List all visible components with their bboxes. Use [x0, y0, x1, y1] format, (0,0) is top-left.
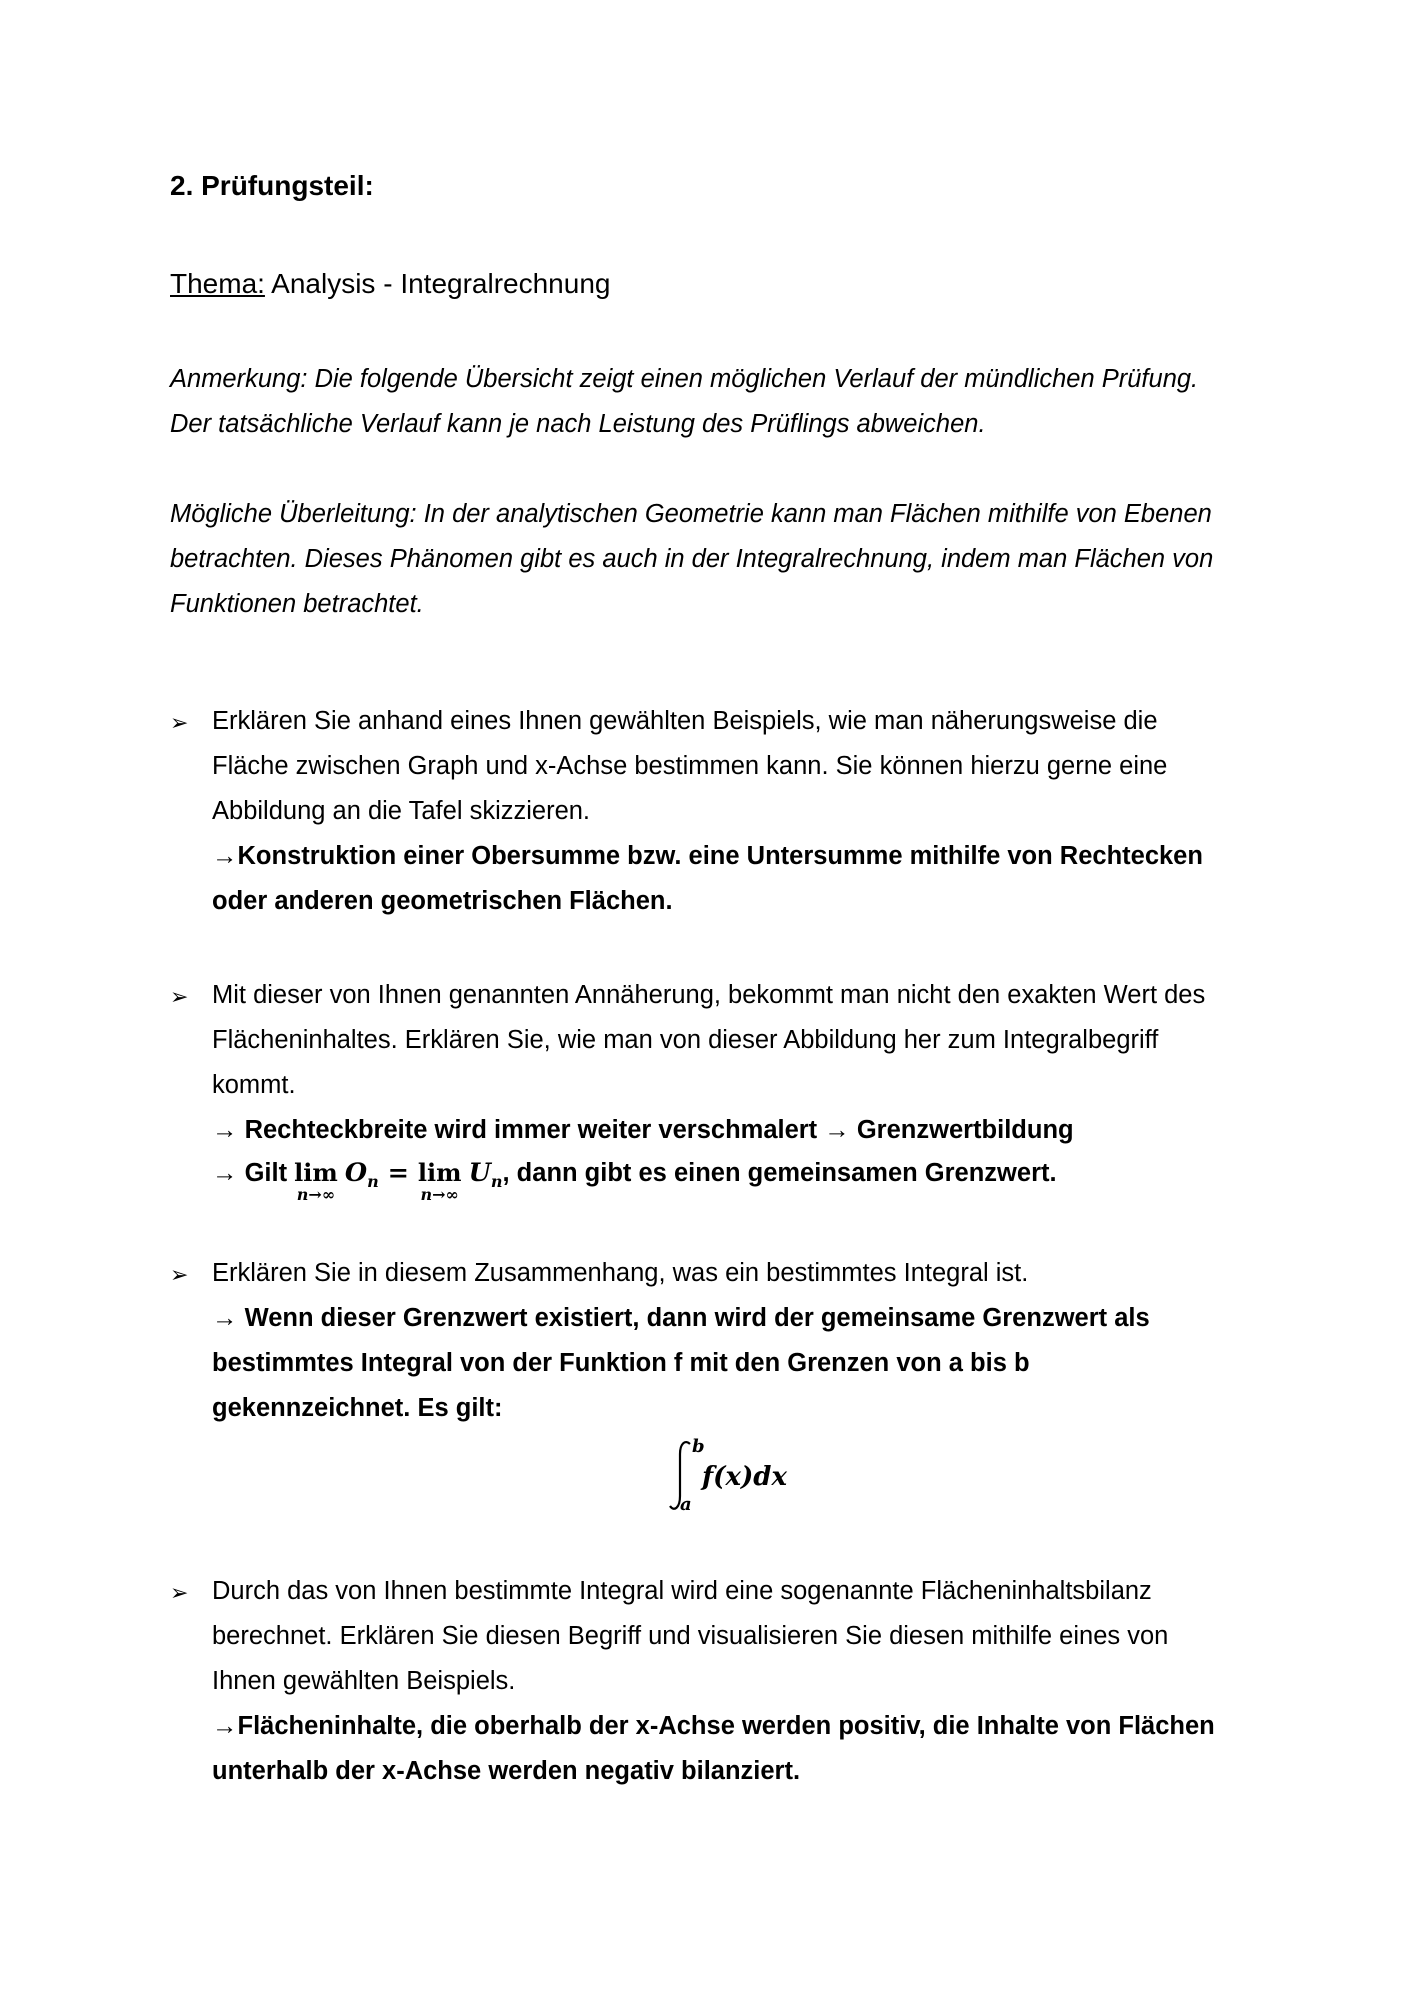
limit-expression-lower: lim n→∞ — [417, 1158, 462, 1204]
q2-line-2: Flächeninhaltes. Erklären Sie, wie man von dieser Abbildung her zum Integralbegriff — [212, 1026, 1159, 1054]
q1-line-3: Abbildung an die Tafel skizzieren. — [212, 797, 591, 825]
integrand: f(x)dx — [702, 1462, 787, 1492]
note-line-2: Der tatsächliche Verlauf kann je nach Leistung des Prüflings abweichen. — [170, 410, 986, 438]
q4-line-3: Ihnen gewählten Beispiels. — [212, 1667, 516, 1695]
q3-line-1: Erklären Sie in diesem Zusammenhang, was ein bestimmtes Integral ist. — [212, 1259, 1029, 1287]
q2-line-1: Mit dieser von Ihnen genannten Annäherung, bekommt man nicht den exakten Wert des — [212, 981, 1206, 1009]
topic-value: Analysis - Integralrechnung — [264, 268, 611, 299]
q1-answer-line-2: oder anderen geometrischen Flächen. — [212, 887, 673, 915]
note-line-1: Anmerkung: Die folgende Übersicht zeigt einen möglichen Verlauf der mündlichen Prüfung. — [170, 365, 1199, 393]
arrow-icon: → — [212, 1159, 238, 1187]
q2-answer-line-2: → Gilt lim n→∞ $O_n = \lim$ n→∞ $U_n$, dann gibt es einen gemeinsamen Grenzwert. — [212, 1158, 1057, 1204]
integral-formula — [668, 1436, 808, 1516]
arrow-icon: → — [212, 842, 238, 870]
arrow-icon: → — [824, 1116, 850, 1144]
q2-line-3: kommt. — [212, 1071, 296, 1099]
arrow-icon: → — [212, 1712, 238, 1740]
arrow-icon: → — [212, 1116, 238, 1144]
q1-answer-line-1: →Konstruktion einer Obersumme bzw. eine Untersumme mithilfe von Rechtecken — [212, 842, 1203, 870]
q4-answer-line-2: unterhalb der x-Achse werden negativ bilanziert. — [212, 1757, 801, 1785]
q1-line-1: Erklären Sie anhand eines Ihnen gewählten Beispiels, wie man näherungsweise die — [212, 707, 1158, 735]
bullet-icon: ➢ — [170, 1580, 189, 1605]
q4-line-1: Durch das von Ihnen bestimmte Integral wird eine sogenannte Flächeninhaltsbilanz — [212, 1577, 1152, 1605]
topic-line — [170, 268, 610, 300]
transition-line-2: betrachten. Dieses Phänomen gibt es auch in der Integralrechnung, indem man Flächen von — [170, 545, 1214, 573]
q4-line-2: berechnet. Erklären Sie diesen Begriff und visualisieren Sie diesen mithilfe eines von — [212, 1622, 1169, 1650]
bullet-icon: ➢ — [170, 710, 189, 735]
limit-expression-upper: lim n→∞ — [294, 1158, 338, 1204]
section-heading: 2. Prüfungsteil: — [170, 170, 374, 201]
bullet-icon: ➢ — [170, 984, 189, 1009]
topic-label: Thema: — [170, 268, 265, 299]
q1-line-2: Fläche zwischen Graph und x-Achse bestimmen kann. Sie können hierzu gerne eine — [212, 752, 1168, 780]
q4-answer-line-1: →Flächeninhalte, die oberhalb der x-Achse werden positiv, die Inhalte von Flächen — [212, 1712, 1215, 1740]
q2-answer-line-1: → Rechteckbreite wird immer weiter verschmalert → Grenzwertbildung — [212, 1116, 1074, 1144]
bullet-icon: ➢ — [170, 1262, 189, 1287]
transition-line-3: Funktionen betrachtet. — [170, 590, 424, 618]
arrow-icon: → — [212, 1304, 238, 1332]
transition-line-1: Mögliche Überleitung: In der analytischen Geometrie kann man Flächen mithilfe von Ebenen — [170, 500, 1212, 528]
upper-sum: $O_n$ — [344, 1158, 379, 1192]
integral-upper-limit: b — [692, 1436, 705, 1457]
lower-sum: $U_n$ — [468, 1158, 503, 1192]
q3-answer-line-1: → Wenn dieser Grenzwert existiert, dann wird der gemeinsame Grenzwert als — [212, 1304, 1150, 1332]
q3-answer-line-2: bestimmtes Integral von der Funktion f mit den Grenzen von a bis b — [212, 1349, 1030, 1377]
q3-answer-line-3: gekennzeichnet. Es gilt: — [212, 1394, 503, 1422]
integral-lower-limit: a — [680, 1494, 692, 1515]
